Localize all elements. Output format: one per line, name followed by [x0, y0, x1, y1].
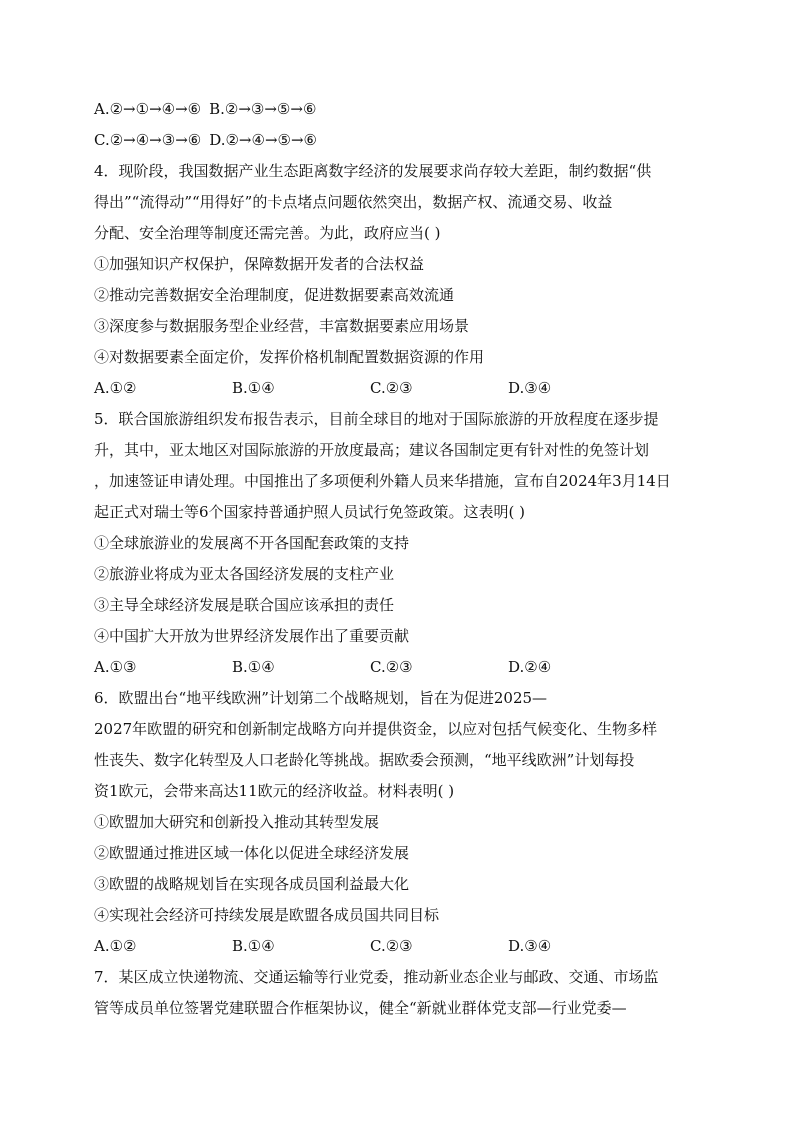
q5-item-1: ①全球旅游业的发展离不开各国配套政策的支持: [94, 534, 410, 552]
q5-item-4: ④中国扩大开放为世界经济发展作出了重要贡献: [94, 627, 410, 645]
question-content: [94, 94, 700, 1024]
q3-option-b: B.②→③→⑤→⑥: [209, 100, 317, 118]
question-6: [94, 683, 700, 962]
q4-option-b: B.①④: [232, 379, 275, 397]
q6-item-2: ②欧盟通过推进区域一体化以促进全球经济发展: [94, 844, 410, 862]
q6-option-a: A.①②: [94, 937, 137, 955]
q3-option-a: A.②→①→④→⑥: [94, 100, 202, 118]
q5-stem-line: 起正式对瑞士等6个国家持普通护照人员试行免签政策。这表明( ): [94, 503, 526, 521]
q6-option-d: D.③④: [508, 937, 552, 955]
q5-option-d: D.②④: [508, 658, 552, 676]
q4-option-a: A.①②: [94, 379, 137, 397]
q4-option-c: C.②③: [370, 379, 413, 397]
q3-option-c: C.②→④→③→⑥: [94, 131, 202, 149]
question-5: [94, 404, 700, 683]
q4-item-4: ④对数据要素全面定价，发挥价格机制配置数据资源的作用: [94, 348, 485, 366]
q4-item-3: ③深度参与数据服务型企业经营，丰富数据要素应用场景: [94, 317, 470, 335]
question-7: [94, 962, 700, 1024]
q6-stem-line: 性丧失、数字化转型及人口老龄化等挑战。据欧委会预测，“地平线欧洲”计划每投: [94, 751, 635, 769]
q4-stem-line: 4．现阶段，我国数据产业生态距离数字经济的发展要求尚存较大差距，制约数据“供: [94, 162, 652, 180]
question-4: [94, 156, 700, 404]
q7-stem-line: 7．某区成立快递物流、交通运输等行业党委，推动新业态企业与邮政、交通、市场监: [94, 968, 659, 986]
q6-stem-line: 资1欧元，会带来高达11欧元的经济收益。材料表明( ): [94, 782, 455, 800]
q6-stem-line: 2027年欧盟的研究和创新制定战略方向并提供资金，以应对包括气候变化、生物多样: [94, 720, 658, 738]
q7-stem-line: 管等成员单位签署党建联盟合作框架协议，健全“新就业群体党支部—行业党委—: [94, 999, 627, 1017]
q5-stem-line: ，加速签证申请处理。中国推出了多项便利外籍人员来华措施，宣布自2024年3月14日: [94, 472, 671, 490]
q3-option-d: D.②→④→⑤→⑥: [209, 131, 317, 149]
q6-option-c: C.②③: [370, 937, 413, 955]
q5-item-3: ③主导全球经济发展是联合国应该承担的责任: [94, 596, 395, 614]
q5-option-a: A.①③: [94, 658, 137, 676]
q5-stem-line: 5．联合国旅游组织发布报告表示，目前全球目的地对于国际旅游的开放程度在逐步提: [94, 410, 659, 428]
q6-options: [94, 931, 700, 962]
q6-stem-line: 6．欧盟出台“地平线欧洲”计划第二个战略规划，旨在为促进2025—: [94, 689, 548, 707]
q4-stem-line: 得出”“流得动”“用得好”的卡点堵点问题依然突出，数据产权、流通交易、收益: [94, 193, 613, 211]
q3-options-row-2: [94, 125, 700, 156]
q3-options-row-1: [94, 94, 700, 125]
q4-options: [94, 373, 700, 404]
q5-option-b: B.①④: [232, 658, 275, 676]
q4-option-d: D.③④: [508, 379, 552, 397]
q6-item-4: ④实现社会经济可持续发展是欧盟各成员国共同目标: [94, 906, 440, 924]
q5-item-2: ②旅游业将成为亚太各国经济发展的支柱产业: [94, 565, 395, 583]
q5-option-c: C.②③: [370, 658, 413, 676]
q6-option-b: B.①④: [232, 937, 275, 955]
q6-item-3: ③欧盟的战略规划旨在实现各成员国利益最大化: [94, 875, 410, 893]
q4-item-2: ②推动完善数据安全治理制度，促进数据要素高效流通: [94, 286, 455, 304]
q4-stem-line: 分配、安全治理等制度还需完善。为此，政府应当( ): [94, 224, 441, 242]
q5-options: [94, 652, 700, 683]
q4-item-1: ①加强知识产权保护，保障数据开发者的合法权益: [94, 255, 425, 273]
q5-stem-line: 升，其中，亚太地区对国际旅游的开放度最高；建议各国制定更有针对性的免签计划: [94, 441, 650, 459]
q6-item-1: ①欧盟加大研究和创新投入推动其转型发展: [94, 813, 380, 831]
